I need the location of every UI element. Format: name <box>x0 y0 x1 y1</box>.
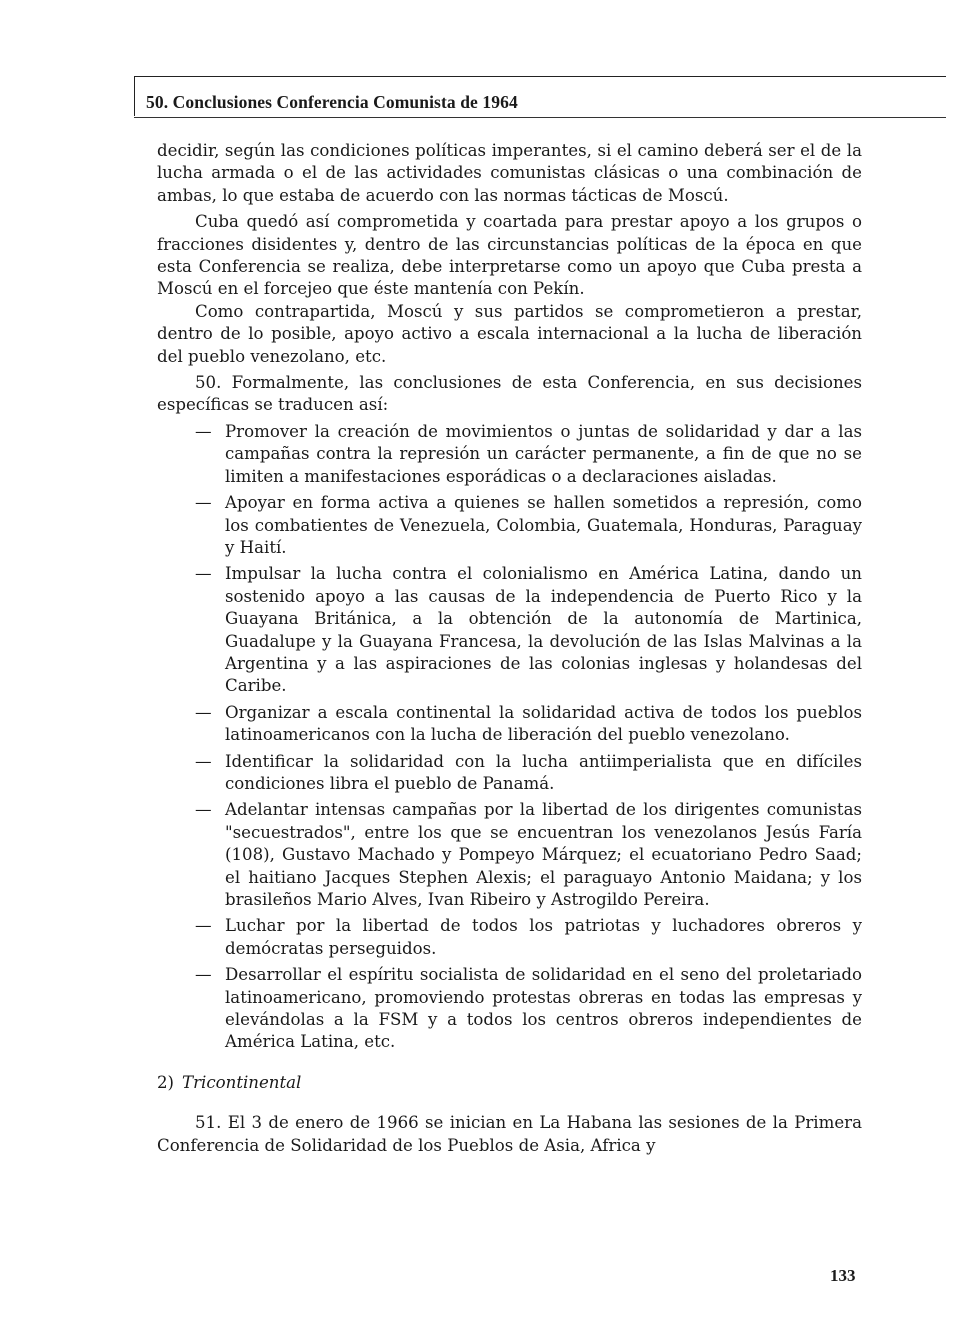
list-item-text: Adelantar intensas campañas por la libertad de los dirigentes comunistas "secuestrados", entre los que se encuentran los venezolanos Jesús Faría (108), Gustavo Machado y Pompeyo Márquez; el ecuatoriano Pedro Saad; el haitiano Jacques Stephen Alexis; el paraguayo Antonio Maidana; y los brasileños Mario Alves, Ivan Ribeiro y Astrogildo Pereira. <box>225 800 862 909</box>
list-item-text: Organizar a escala continental la solidaridad activa de todos los pueblos latinoamericanos con la lucha de liberación del pueblo venezolano. <box>225 702 862 745</box>
list-item <box>195 563 862 697</box>
list-dash: — <box>195 493 212 513</box>
section-number: 2) <box>157 1072 175 1092</box>
paragraph-continued: decidir, según las condiciones políticas imperantes, si el camino deberá ser el de la lucha armada o el de las actividades comunistas clásicas o una combinación de ambas, lo que estaba de acuerdo con las normas tácticas de Moscú. <box>157 141 862 205</box>
header-rule <box>134 76 946 77</box>
list-dash: — <box>195 751 212 771</box>
list-item <box>195 915 862 960</box>
list-item-text: Luchar por la libertad de todos los patriotas y luchadores obreros y demócratas perseguidos. <box>225 916 862 958</box>
list-dash: — <box>195 965 212 985</box>
paragraph-cuba: Cuba quedó así comprometida y coartada para prestar apoyo a los grupos o fracciones disidentes y, dentro de las circunstancias políticas de la época en que esta Conferencia se realiza, debe interpretarse como un apoyo que Cuba presta a Moscú en el forcejeo que éste mantenía con Pekín. <box>157 212 862 299</box>
list-dash: — <box>195 702 212 722</box>
page-number: 133 <box>830 1266 856 1285</box>
list-item-text: Apoyar en forma activa a quienes se hallen sometidos a represión, como los combatientes de Venezuela, Colombia, Guatemala, Honduras, Paraguay y Haití. <box>225 493 862 557</box>
list-item <box>195 421 862 488</box>
list-dash: — <box>195 564 212 584</box>
paragraph-50: 50. Formalmente, las conclusiones de esta Conferencia, en sus decisiones específicas se traducen así: <box>157 373 862 415</box>
list-item-text: Identificar la solidaridad con la lucha antiimperialista que en difíciles condiciones libra el pueblo de Panamá. <box>225 751 862 793</box>
section-title: Tricontinental <box>182 1072 302 1092</box>
list-item <box>195 799 862 911</box>
page-body <box>157 140 862 1157</box>
list-dash: — <box>195 800 212 820</box>
list-dash: — <box>195 421 212 441</box>
list-item <box>195 492 862 559</box>
list-item <box>195 751 862 796</box>
section-heading <box>157 1072 862 1094</box>
list-item <box>195 702 862 747</box>
list-item-text: Impulsar la lucha contra el colonialismo en América Latina, dando un sostenido apoyo a las causas de la independencia de Puerto Rico y la Guayana Británica, a la obtención de la autonomía de Martinica, Guadalupe y la Guayana Francesa, la devolución de las Islas Malvinas a la Argentina y a las aspiraciones de las colonias inglesas y holandesas del Caribe. <box>225 564 862 696</box>
running-title: 50. Conclusiones Conferencia Comunista de 1964 <box>146 92 518 112</box>
paragraph-51: 51. El 3 de enero de 1966 se inician en La Habana las sesiones de la Primera Conferencia de Solidaridad de los Pueblos de Asia, Africa y <box>157 1113 862 1155</box>
list-dash: — <box>195 916 212 936</box>
list-item <box>195 964 862 1054</box>
header-rule-bottom <box>134 117 946 118</box>
list-item-text: Desarrollar el espíritu socialista de solidaridad en el seno del proletariado latinoamericano, promoviendo protestas obreras en todas las empresas y elevándolas a la FSM y a todos los centros obreros independientes de América Latina, etc. <box>225 965 862 1052</box>
header-rule-left <box>134 76 135 116</box>
paragraph-contrapartida: Como contrapartida, Moscú y sus partidos se comprometieron a prestar, dentro de lo posible, apoyo activo a escala internacional a la lucha de liberación del pueblo venezolano, etc. <box>157 301 862 366</box>
list-item-text: Promover la creación de movimientos o juntas de solidaridad y dar a las campañas contra la represión un carácter permanente, a fin de que no se limiten a manifestaciones esporádicas o a declaraciones aisladas. <box>225 421 862 486</box>
